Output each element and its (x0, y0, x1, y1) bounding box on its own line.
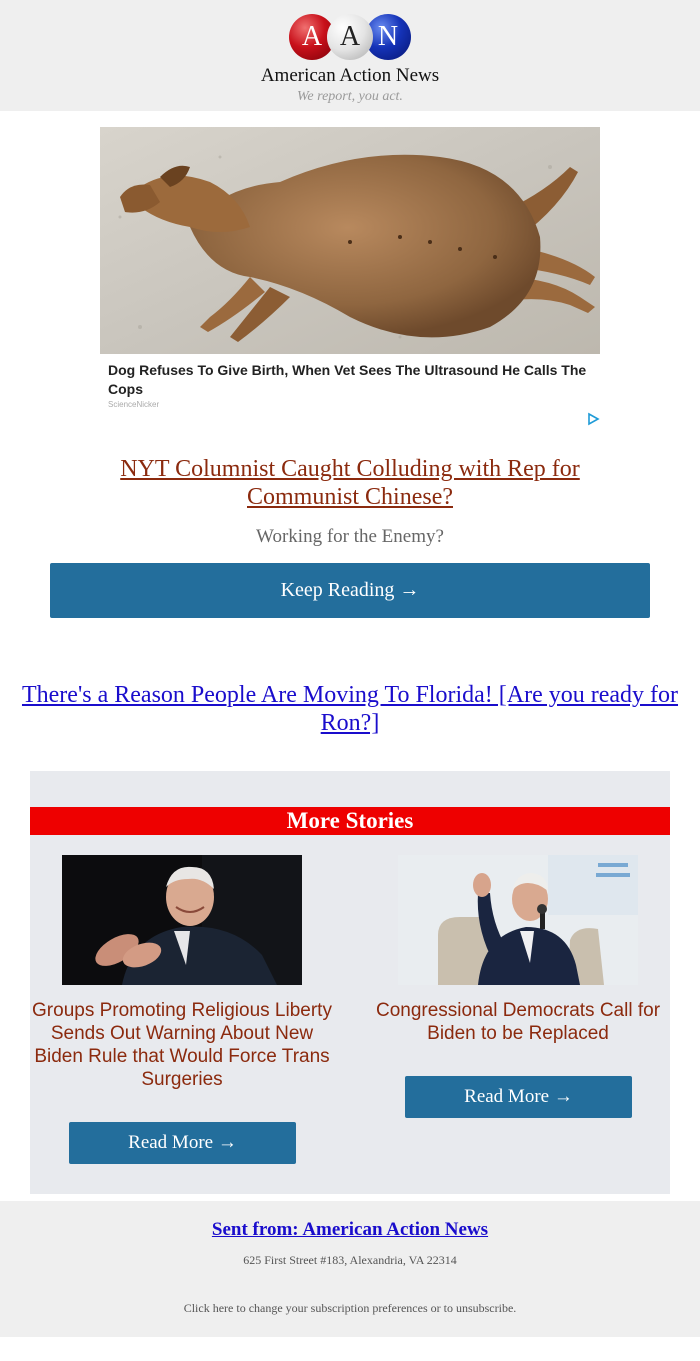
logo-ball-a-white: A (327, 14, 373, 60)
ad-choices-icon[interactable] (586, 412, 600, 426)
sponsored-ad[interactable] (100, 127, 600, 432)
brand-name: American Action News (260, 65, 440, 86)
more-stories-heading: More Stories (30, 807, 670, 835)
florida-promo-link[interactable]: There's a Reason People Are Moving To Florida! [Are you ready for Ron?] (21, 682, 679, 736)
story-card-title[interactable]: Congressional Democrats Call for Biden to be Replaced (375, 1000, 661, 1044)
main-story-subtitle: Working for the Enemy? (256, 526, 444, 547)
sent-from-link[interactable]: Sent from: American Action News (211, 1219, 489, 1240)
read-more-button[interactable]: Read More → (405, 1076, 632, 1118)
unsubscribe-link[interactable]: Click here to change your subscription preferences or to unsubscribe. (183, 1301, 517, 1315)
footer-address: 625 First Street #183, Alexandria, VA 22314 (243, 1253, 457, 1267)
ad-headline[interactable]: Dog Refuses To Give Birth, When Vet Sees The Ultrasound He Calls The Cops (108, 362, 587, 397)
story-card-image[interactable] (398, 855, 638, 985)
email-header (0, 0, 700, 111)
story-card-title[interactable]: Groups Promoting Religious Liberty Sends Out Warning About New Biden Rule that Would Force Trans Surgeries (32, 1000, 332, 1090)
ad-source: ScienceNicker (108, 400, 160, 409)
ad-image[interactable] (100, 127, 600, 354)
brand-tagline: We report, you act. (297, 89, 403, 104)
keep-reading-button[interactable]: Keep Reading → (50, 563, 650, 618)
story-card-image[interactable] (62, 855, 302, 985)
logo-ball-a-red: A (289, 14, 335, 60)
main-story-title-link[interactable]: NYT Columnist Caught Colluding with Rep for Communist Chinese? (120, 456, 580, 510)
logo-ball-n-blue: N (365, 14, 411, 60)
read-more-button[interactable]: Read More → (69, 1122, 296, 1164)
aan-logo[interactable] (289, 14, 413, 62)
